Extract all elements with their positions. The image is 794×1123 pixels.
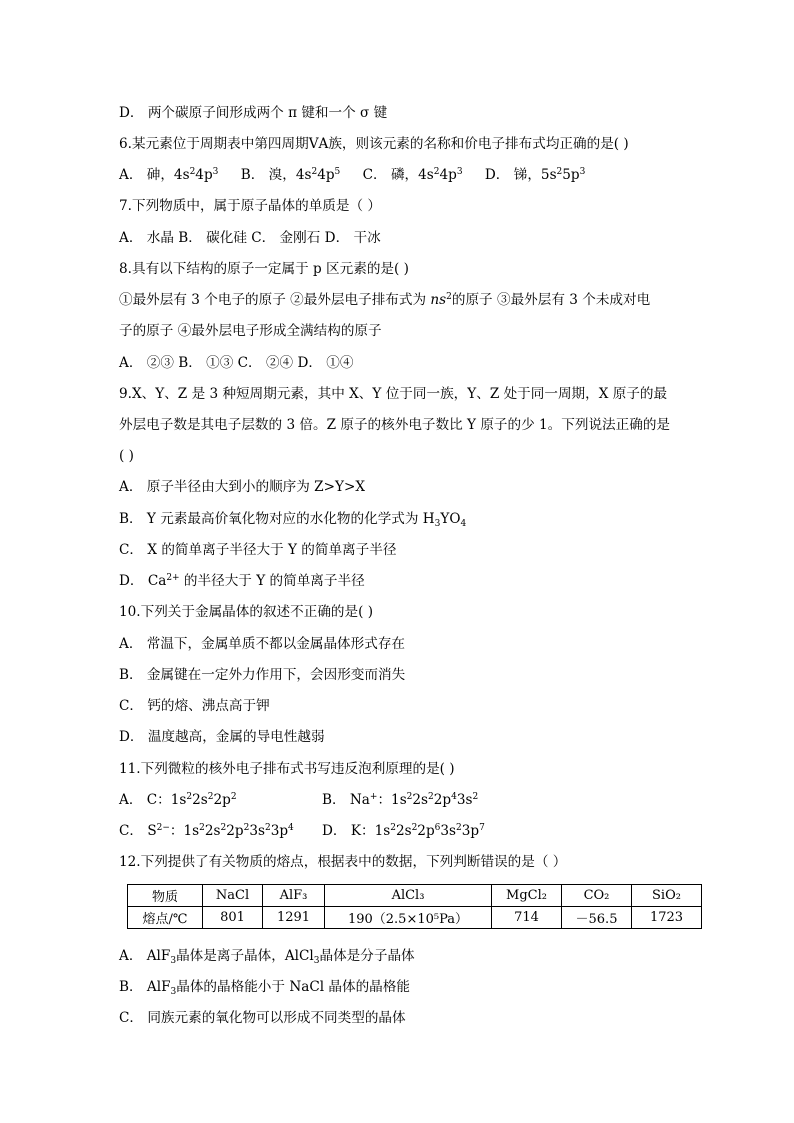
question-6-options: A． 砷，$4s^24p^3$ B． 溴，$4s^24p^5$ C． 磷，$4s^24p^3$ D． 锑，$5s^25p^3$ [119, 167, 586, 183]
question-11-option-a: A． C：$1s^22s^22p^2$ [119, 792, 237, 808]
table-cell: 1723 [632, 907, 702, 929]
question-10-option-d: D． 温度越高，金属的导电性越弱 [119, 729, 325, 745]
table-cell: 1291 [263, 907, 325, 929]
table-cell: 714 [492, 907, 562, 929]
question-9-option-b: B． Y 元素最高价氧化物对应的水化物的化学式为 $H_3YO_4$ [119, 511, 467, 529]
question-9-line-1: 9.X、Y、Z 是 3 种短周期元素，其中 X、Y 位于同一族，Y、Z 处于同一周期，X 原子的最 [119, 386, 668, 402]
question-6: 6.某元素位于周期表中第四周期ⅤA族，则该元素的名称和价电子排布式均正确的是( ) [119, 136, 629, 152]
table-cell: 熔点/℃ [128, 907, 203, 929]
table-cell: 物质 [128, 885, 203, 907]
question-10-option-a: A． 常温下，金属单质不都以金属晶体形式存在 [119, 636, 406, 652]
question-12-option-c: C． 同族元素的氧化物可以形成不同类型的晶体 [119, 1010, 406, 1026]
table-cell: MgCl₂ [492, 885, 562, 907]
question-11-option-b: B． Na+：$1s^22s^22p^43s^2$ [322, 792, 479, 808]
question-9-option-c: C． X 的简单离子半径大于 Y 的简单离子半径 [119, 542, 397, 558]
question-12-option-a: A． AlF$_3$晶体是离子晶体，AlCl$_3$晶体是分子晶体 [119, 948, 415, 966]
table-cell: AlF₃ [263, 885, 325, 907]
table-cell: NaCl [203, 885, 263, 907]
option-d-previous: D． 两个碳原子间形成两个 π 键和一个 σ 键 [119, 105, 388, 121]
question-8-statements-1: ①最外层有 3 个电子的原子 ②最外层电子排布式为 $ns^2$的原子 ③最外层有 3 个未成对电 [119, 292, 651, 308]
table-header-row [128, 885, 702, 907]
table-cell: －56.5 [562, 907, 632, 929]
question-12-option-b: B． AlF$_3$晶体的晶格能小于 NaCl 晶体的晶格能 [119, 979, 410, 997]
table-cell: CO₂ [562, 885, 632, 907]
question-7-options: A． 水晶 B． 碳化硅 C． 金刚石 D． 干冰 [119, 230, 381, 246]
question-10-option-c: C． 钙的熔、沸点高于钾 [119, 698, 270, 714]
question-8-options: A． ②③ B． ①③ C． ②④ D． ①④ [119, 355, 354, 371]
question-11: 11.下列微粒的核外电子排布式书写违反泡利原理的是( ) [119, 761, 455, 777]
question-9-option-a: A． 原子半径由大到小的顺序为 Z>Y>X [119, 479, 366, 495]
table-row [128, 907, 702, 929]
question-9-option-d: D． $Ca^{2+}$ 的半径大于 Y 的简单离子半径 [119, 573, 365, 589]
question-11-option-c: C． $S^{2-}$：$1s^22s^22p^23s^23p^4$ [119, 823, 294, 839]
table-cell: SiO₂ [632, 885, 702, 907]
question-9-line-2: 外层电子数是其电子层数的 3 倍。Z 原子的核外电子数比 Y 原子的少 1。下列说法正确的是 [119, 417, 671, 433]
melting-point-table [127, 884, 702, 929]
question-9-line-3: ( ) [119, 448, 134, 464]
question-8: 8.具有以下结构的原子一定属于 p 区元素的是( ) [119, 261, 409, 277]
question-10: 10.下列关于金属晶体的叙述不正确的是( ) [119, 604, 374, 620]
question-12: 12.下列提供了有关物质的熔点，根据表中的数据，下列判断错误的是（ ） [119, 854, 567, 870]
question-10-option-b: B． 金属键在一定外力作用下，会因形变而消失 [119, 667, 406, 683]
table-cell: 190（2.5×10⁵Pa） [325, 907, 492, 929]
question-8-statements-2: 子的原子 ④最外层电子形成全满结构的原子 [119, 323, 382, 339]
question-7: 7.下列物质中，属于原子晶体的单质是（ ） [119, 198, 381, 214]
question-11-option-d: D． K：$1s^22s^22p^63s^23p^7$ [322, 823, 485, 839]
table-cell: AlCl₃ [325, 885, 492, 907]
table-cell: 801 [203, 907, 263, 929]
